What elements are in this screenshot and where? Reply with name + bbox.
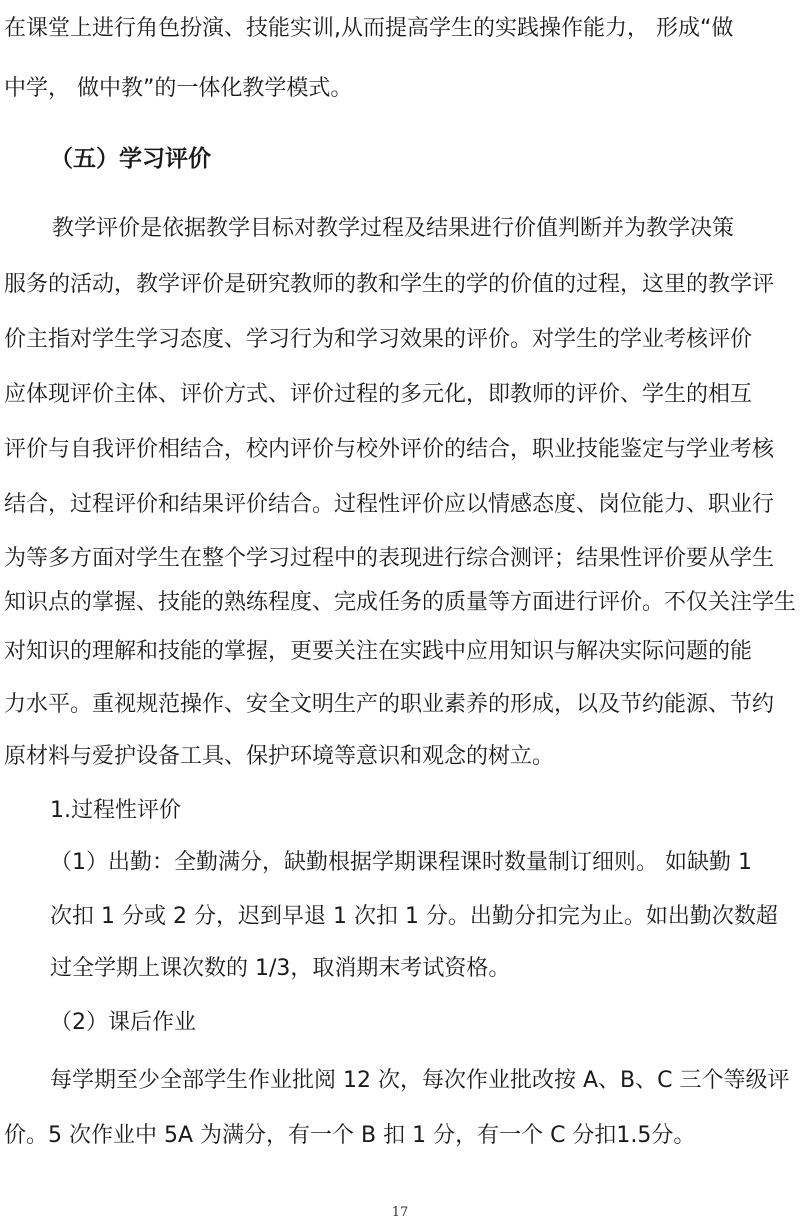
attendance-line: 次扣 1 分或 2 分，迟到早退 1 次扣 1 分。出勤分扣完为止。如出勤次数超: [50, 904, 778, 929]
homework-line: 每学期至少全部学生作业批阅 12 次，每次作业批改按 A、B、C 三个等级评: [50, 1068, 790, 1093]
body-line: 价主指对学生学习态度、学习行为和学习效果的评价。对学生的学业考核评价: [4, 327, 753, 352]
intro-line: 中学， 做中教”的一体化教学模式。: [4, 76, 353, 101]
body-line: 评价与自我评价相结合，校内评价与校外评价的结合，职业技能鉴定与学业考核: [4, 437, 775, 462]
body-line: 应体现评价主体、评价方式、评价过程的多元化，即教师的评价、学生的相互: [4, 382, 753, 407]
homework-line: 价。5 次作业中 5A 为满分，有一个 B 扣 1 分，有一个 C 分扣1.5分。: [4, 1123, 696, 1148]
body-line: 结合，过程评价和结果评价结合。过程性评价应以情感态度、岗位能力、职业行: [4, 492, 775, 517]
body-line: 原材料与爱护设备工具、保护环境等意识和观念的树立。: [4, 744, 555, 769]
attendance-line: 过全学期上课次数的 1/3，取消期末考试资格。: [50, 956, 511, 981]
body-line: 为等多方面对学生在整个学习过程中的表现进行综合测评；结果性评价要从学生: [4, 546, 775, 571]
body-line: 教学评价是依据教学目标对教学过程及结果进行价值判断并为教学决策: [52, 216, 735, 241]
body-line: 力水平。重视规范操作、安全文明生产的职业素养的形成，以及节约能源、节约: [4, 692, 775, 717]
subheading-process-evaluation: 1.过程性评价: [50, 798, 181, 823]
intro-line: 在课堂上进行角色扮演、技能实训,从而提高学生的实践操作能力， 形成“做: [4, 16, 734, 41]
attendance-line: （1）出勤：全勤满分，缺勤根据学期课程课时数量制订细则。 如缺勤 1: [50, 850, 752, 875]
page-number: 17: [391, 1205, 409, 1220]
body-line: 服务的活动，教学评价是研究教师的教和学生的学的价值的过程，这里的教学评: [4, 272, 775, 297]
body-line: 知识点的掌握、技能的熟练程度、完成任务的质量等方面进行评价。不仅关注学生: [4, 590, 797, 615]
body-line: 对知识的理解和技能的掌握，更要关注在实践中应用知识与解决实际问题的能: [4, 639, 753, 664]
homework-heading: （2）课后作业: [50, 1010, 196, 1035]
section-heading: （五）学习评价: [50, 146, 211, 172]
